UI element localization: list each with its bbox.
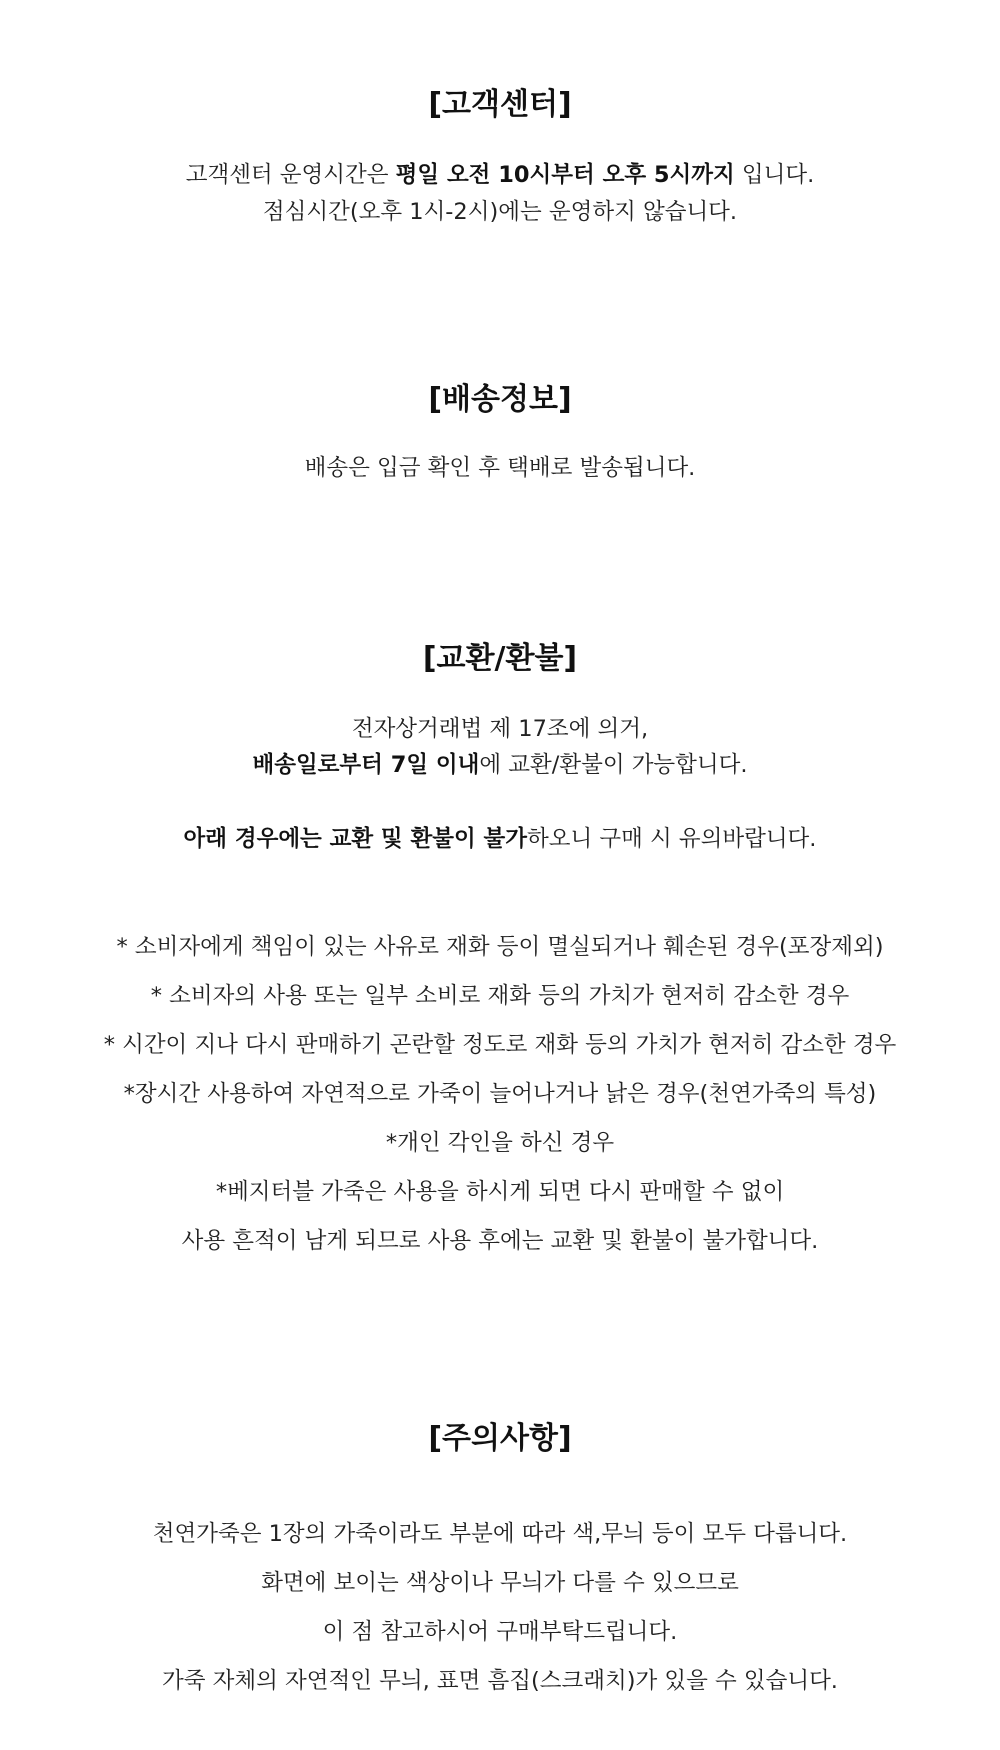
caution-title: [주의사항] (428, 1421, 572, 1456)
shipping-text: 배송은 입금 확인 후 택배로 발송됩니다. (304, 455, 696, 481)
customer-center-title: [고객센터] (428, 87, 572, 122)
exchange-notice (0, 823, 1000, 855)
caution-line: 이 점 참고하시어 구매부탁드립니다. (322, 1619, 678, 1645)
exchange-item: *개인 각인을 하신 경우 (385, 1130, 615, 1156)
shipping-title: [배송정보] (428, 382, 572, 417)
period-suffix: 에 교환/환불이 가능합니다. (479, 752, 748, 778)
exchange-period (0, 749, 1000, 781)
exchange-item: * 시간이 지나 다시 판매하기 곤란할 정도로 재화 등의 가치가 현저히 감소한 경우 (103, 1032, 897, 1058)
exchange-item: *장시간 사용하여 자연적으로 가죽이 늘어나거나 낡은 경우(천연가죽의 특성) (123, 1081, 877, 1107)
exchange-item: 사용 흔적이 남게 되므로 사용 후에는 교환 및 환불이 불가합니다. (181, 1228, 819, 1254)
exchange-title: [교환/환불] (422, 641, 578, 676)
caution-line: 천연가죽은 1장의 가죽이라도 부분에 따라 색,무늬 등이 모두 다릅니다. (152, 1521, 848, 1547)
exchange-item: * 소비자의 사용 또는 일부 소비로 재화 등의 가치가 현저히 감소한 경우 (150, 983, 850, 1009)
hours-bold: 평일 오전 10시부터 오후 5시까지 (395, 162, 735, 188)
exchange-item: * 소비자에게 책임이 있는 사유로 재화 등이 멸실되거나 훼손된 경우(포장제외) (116, 934, 884, 960)
caution-line: 화면에 보이는 색상이나 무늬가 다를 수 있으므로 (261, 1570, 739, 1596)
exchange-item: *베지터블 가죽은 사용을 하시게 되면 다시 판매할 수 없이 (215, 1179, 785, 1205)
customer-center-hours (0, 159, 1000, 191)
caution-line: 가죽 자체의 자연적인 무늬, 표면 흠집(스크래치)가 있을 수 있습니다. (162, 1668, 838, 1694)
hours-suffix: 입니다. (734, 162, 815, 188)
notice-bold: 아래 경우에는 교환 및 환불이 불가 (183, 826, 528, 852)
exchange-law: 전자상거래법 제 17조에 의거, (351, 716, 649, 742)
customer-center-lunch: 점심시간(오후 1시-2시)에는 운영하지 않습니다. (262, 199, 738, 225)
period-bold: 배송일로부터 7일 이내 (252, 752, 480, 778)
hours-prefix: 고객센터 운영시간은 (185, 162, 396, 188)
notice-suffix: 하오니 구매 시 유의바랍니다. (527, 826, 817, 852)
